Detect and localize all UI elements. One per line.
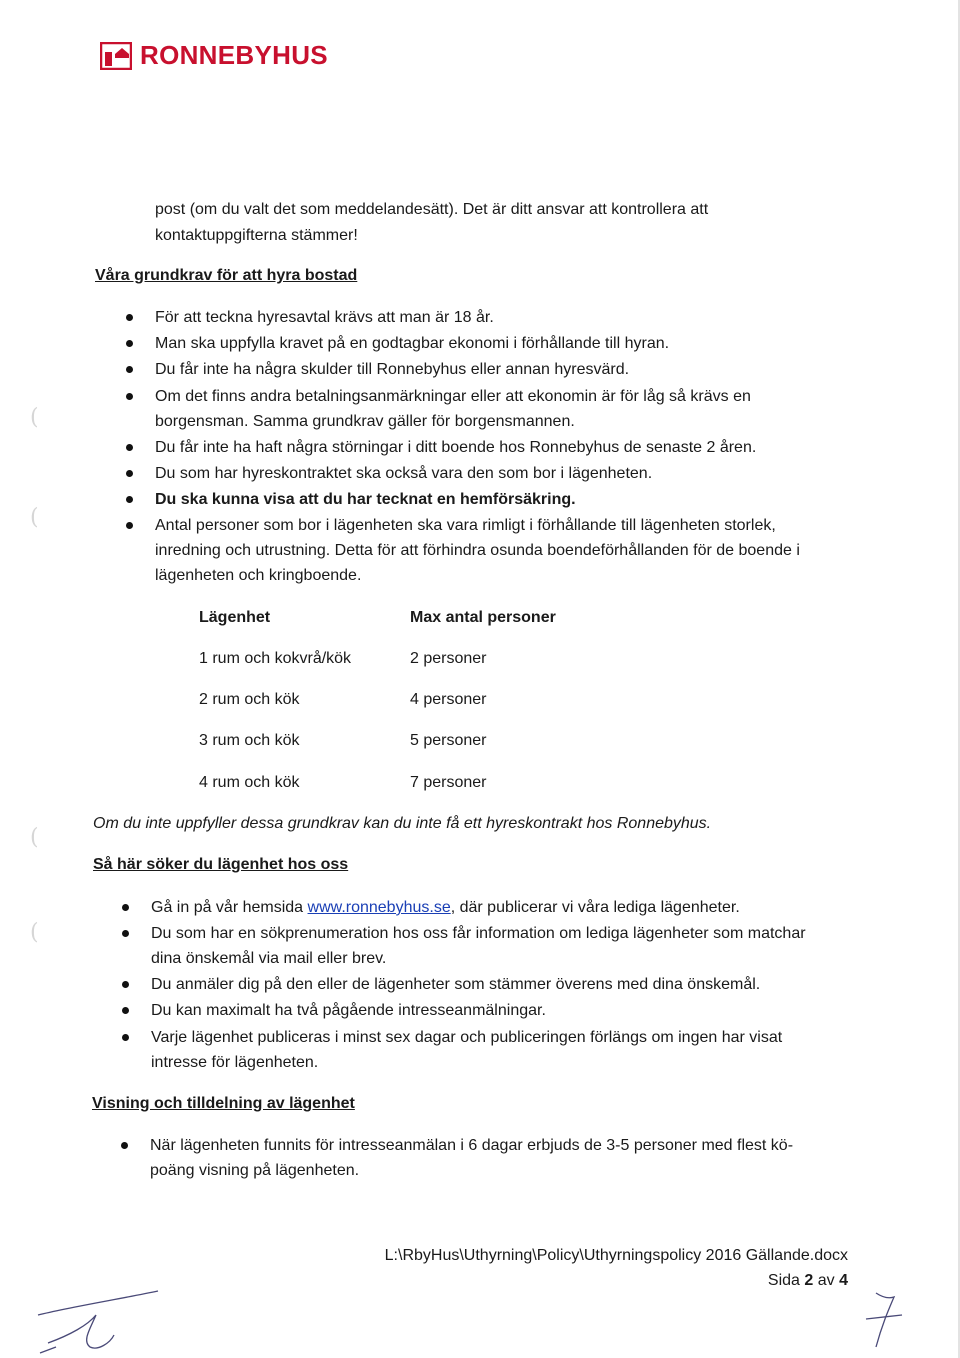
list-item: Du som har hyreskontraktet ska också vara den som bor i lägenheten. (155, 465, 653, 482)
requirements-notice: Om du inte uppfyller dessa grundkrav kan du inte få ett hyreskontrakt hos Ronnebyhus. (93, 815, 712, 832)
list-item: Du kan maximalt ha två pågående intresseanmälningar. (151, 1002, 546, 1019)
list-item-continuation: borgensman. Samma grundkrav gäller för borgensmannen. (155, 413, 575, 430)
list-item: När lägenheten funnits för intresseanmälan i 6 dagar erbjuds de 3-5 personer med flest kö- (150, 1137, 794, 1154)
section-heading-viewing: Visning och tilldelning av lägenhet (92, 1095, 355, 1112)
list-item: Varje lägenhet publiceras i minst sex dagar och publiceringen förlängs om ingen har visat (151, 1029, 783, 1046)
margin-mark: ( (30, 505, 39, 530)
ronnebyhus-logo (100, 40, 328, 71)
bullet (121, 1142, 128, 1149)
handwritten-initial-right (862, 1285, 912, 1355)
margin-mark: ( (30, 920, 39, 945)
footer-file-path: L:\RbyHus\Uthyrning\Policy\Uthyrningspolicy 2016 Gällande.docx (384, 1247, 848, 1264)
section-heading-requirements: Våra grundkrav för att hyra bostad (95, 267, 358, 284)
table-header-apartment: Lägenhet (199, 609, 271, 626)
table-cell-apartment: 4 rum och kök (199, 774, 300, 791)
table-cell-apartment: 3 rum och kök (199, 732, 300, 749)
table-header-max-persons: Max antal personer (410, 609, 556, 626)
table-cell-apartment: 2 rum och kök (199, 691, 300, 708)
bullet (122, 930, 129, 937)
bullet (126, 314, 133, 321)
section-heading-apply: Så här söker du lägenhet hos oss (93, 856, 349, 873)
list-item-continuation: intresse för lägenheten. (151, 1054, 319, 1071)
list-item: Man ska uppfylla kravet på en godtagbar ekonomi i förhållande till hyran. (155, 335, 670, 352)
list-item-continuation: inredning och utrustning. Detta för att förhindra osunda boendeförhållanden för de boende i (155, 542, 800, 559)
bullet (122, 1034, 129, 1041)
list-item: Antal personer som bor i lägenheten ska vara rimligt i förhållande till lägenheten storlek, (155, 517, 776, 534)
bullet (122, 981, 129, 988)
list-item-continuation: lägenheten och kringboende. (155, 567, 362, 584)
bullet (126, 496, 133, 503)
list-item-insurance: Du ska kunna visa att du har tecknat en hemförsäkring. (155, 491, 576, 508)
margin-mark: ( (30, 825, 39, 850)
bullet (122, 904, 129, 911)
margin-mark: ( (30, 405, 39, 430)
table-cell-persons: 5 personer (410, 732, 487, 749)
table-cell-persons: 4 personer (410, 691, 487, 708)
intro-line: kontaktuppgifterna stämmer! (155, 227, 358, 244)
table-cell-persons: 7 personer (410, 774, 487, 791)
table-cell-apartment: 1 rum och kokvrå/kök (199, 650, 352, 667)
handwritten-initial-signature (30, 1285, 170, 1355)
list-item: Om det finns andra betalningsanmärkningar eller att ekonomin är för låg så krävs en (155, 388, 751, 405)
bullet (126, 522, 133, 529)
page-current: 2 (804, 1272, 814, 1289)
logo-text: RONNEBYHUS (140, 40, 328, 70)
list-item: Du får inte ha några skulder till Ronnebyhus eller annan hyresvärd. (155, 361, 630, 378)
bullet (126, 444, 133, 451)
house-logo-icon (100, 42, 132, 70)
table-cell-persons: 2 personer (410, 650, 487, 667)
footer-page-number (768, 1271, 848, 1291)
list-item: Du som har en sökprenumeration hos oss får information om lediga lägenheter som matchar (151, 925, 806, 942)
bullet (126, 366, 133, 373)
list-item: Du får inte ha haft några störningar i ditt boende hos Ronnebyhus de senaste 2 åren. (155, 439, 757, 456)
list-item-continuation: dina önskemål via mail eller brev. (151, 950, 387, 967)
page-label: Sida (767, 1272, 805, 1289)
bullet (126, 470, 133, 477)
page-total: 4 (839, 1272, 848, 1289)
page-label-of: av (813, 1272, 840, 1289)
intro-line: post (om du valt det som meddelandesätt). Det är ditt ansvar att kontrollera att (155, 201, 709, 218)
bullet (126, 340, 133, 347)
list-item: Du anmäler dig på den eller de lägenheter som stämmer överens med dina önskemål. (151, 976, 761, 993)
website-link[interactable]: www.ronnebyhus.se (307, 899, 451, 916)
list-item: För att teckna hyresavtal krävs att man är 18 år. (155, 309, 494, 326)
list-item-website (151, 898, 740, 918)
bullet (122, 1007, 129, 1014)
list-item-text: Gå in på vår hemsida (151, 899, 308, 916)
bullet (126, 393, 133, 400)
list-item-continuation: poäng visning på lägenheten. (150, 1162, 360, 1179)
list-item-text: , där publicerar vi våra lediga lägenheter. (450, 899, 740, 916)
